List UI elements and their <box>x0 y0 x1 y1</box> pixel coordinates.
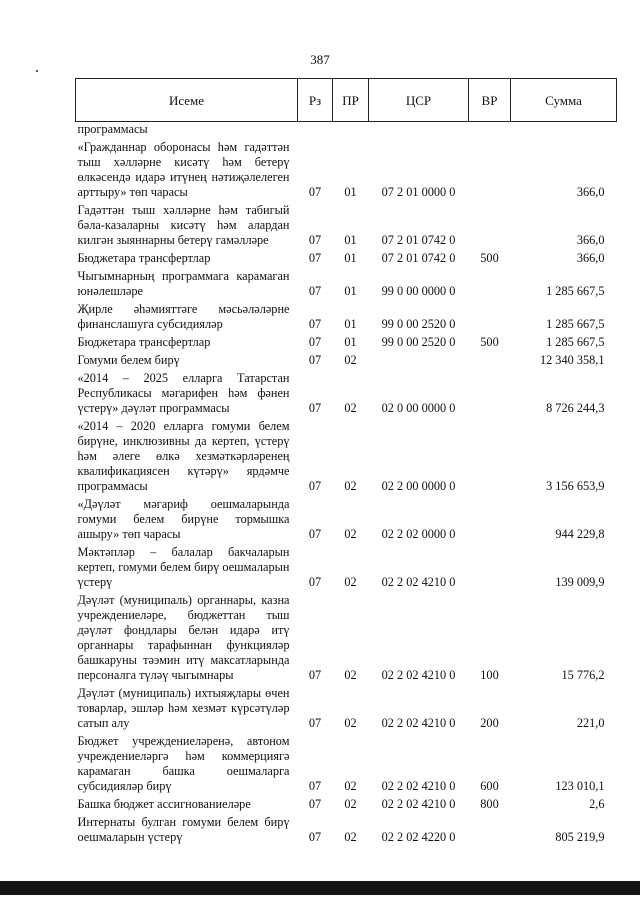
cell-rz: 07 <box>308 668 322 682</box>
header-name: Исеме <box>76 79 298 122</box>
cell-rz: 07 <box>308 335 322 349</box>
header-vr: ВР <box>469 79 511 122</box>
cell-name: Башка бюджет ассигнованиеләре <box>77 797 251 811</box>
scan-speck <box>36 70 38 72</box>
cell-name: Дәүләт (муниципаль) ихтыяҗлары өчен товарлар, эшләр һәм хезмәт күрсәтүләр сатып алу <box>77 686 290 730</box>
cell-sum: 366,0 <box>576 233 605 247</box>
cell-rz: 07 <box>308 716 322 730</box>
cell-vr <box>469 815 511 848</box>
cell-csr: 02 0 00 0000 0 <box>381 401 456 415</box>
header-sum: Сумма <box>511 79 617 122</box>
cell-name: Гадәттән тыш хәлләрне һәм табигый бәла-казаларны кисәтү һәм алардан килгән зыяннарны бетерү гамәлләре <box>77 203 290 247</box>
table-row <box>76 815 617 848</box>
cell-csr: 02 2 02 4220 0 <box>381 830 456 844</box>
header-pr: ПР <box>333 79 369 122</box>
cell-vr <box>469 545 511 593</box>
cell-pr: 02 <box>344 401 357 415</box>
table-row <box>76 353 617 371</box>
cell-sum: 1 285 667,5 <box>546 284 605 298</box>
table-row <box>76 140 617 203</box>
table-row <box>76 302 617 335</box>
cell-pr: 02 <box>344 779 357 793</box>
cell-sum: 1 285 667,5 <box>546 335 605 349</box>
table-row <box>76 497 617 545</box>
table-row <box>76 335 617 353</box>
table-row <box>76 686 617 734</box>
table-row <box>76 371 617 419</box>
cell-name: Бюджетара трансфертлар <box>77 251 211 265</box>
cell-name: Чыгымнарның программага карамаган юнәлешләре <box>77 269 290 298</box>
table-row <box>76 419 617 497</box>
cell-name: Җирле әһәмияттәге мәсьәләләрне финанслашуга субсидияләр <box>77 302 290 331</box>
cell-rz: 07 <box>308 401 322 415</box>
cell-pr <box>333 122 369 141</box>
cell-vr <box>469 269 511 302</box>
cell-name: Интернаты булган гомуми белем бирү оешмаларын үстерү <box>77 815 290 844</box>
cell-name: Бюджет учреждениеләренә, автоном учреждениеләргә һәм коммерциягә карамаган башка оешмаларга субсидияләр бирү <box>77 734 290 793</box>
cell-sum: 2,6 <box>589 797 605 811</box>
scan-bottom-bar <box>0 881 640 895</box>
cell-rz: 07 <box>308 830 322 844</box>
table-row <box>76 545 617 593</box>
cell-vr: 100 <box>480 668 499 682</box>
cell-sum: 3 156 653,9 <box>546 479 605 493</box>
cell-pr: 02 <box>344 479 357 493</box>
cell-sum: 8 726 244,3 <box>546 401 605 415</box>
cell-vr <box>469 497 511 545</box>
header-csr: ЦСР <box>369 79 469 122</box>
table-row <box>76 797 617 815</box>
cell-vr <box>469 371 511 419</box>
cell-pr: 01 <box>344 284 357 298</box>
cell-rz: 07 <box>308 185 322 199</box>
cell-sum: 15 776,2 <box>561 668 605 682</box>
cell-name: Бюджетара трансфертлар <box>77 335 211 349</box>
cell-vr <box>469 203 511 251</box>
cell-vr <box>469 419 511 497</box>
cell-name: программасы <box>77 122 148 136</box>
cell-csr: 07 2 01 0000 0 <box>381 185 456 199</box>
table-row <box>76 122 617 141</box>
cell-sum: 139 009,9 <box>555 575 605 589</box>
cell-sum: 1 285 667,5 <box>546 317 605 331</box>
cell-rz: 07 <box>308 317 322 331</box>
cell-rz: 07 <box>308 251 322 265</box>
budget-table <box>75 78 617 848</box>
cell-rz: 07 <box>308 527 322 541</box>
header-rz: Рз <box>298 79 333 122</box>
cell-sum: 123 010,1 <box>555 779 605 793</box>
cell-pr: 01 <box>344 317 357 331</box>
cell-pr: 02 <box>344 716 357 730</box>
table-body <box>76 122 617 849</box>
cell-name: Мәктәпләр – балалар бакчаларын кертеп, гомуми белем бирү оешмаларын үстерү <box>77 545 290 589</box>
table-row <box>76 203 617 251</box>
cell-rz: 07 <box>308 233 322 247</box>
cell-rz: 07 <box>308 479 322 493</box>
cell-csr: 02 2 02 4210 0 <box>381 668 456 682</box>
cell-sum: 221,0 <box>576 716 605 730</box>
cell-csr: 02 2 00 0000 0 <box>381 479 456 493</box>
cell-rz: 07 <box>308 575 322 589</box>
cell-name: «2014 – 2020 елларга гомуми белем бирүне, инклюзивны да кертеп, үстерү һәм әлеге өлкә хезмәткәрләренең квалификациясен күтәрү» ярдәмче программасы <box>77 419 290 493</box>
cell-csr: 99 0 00 2520 0 <box>381 335 456 349</box>
cell-csr: 99 0 00 2520 0 <box>381 317 456 331</box>
cell-rz <box>298 122 333 141</box>
cell-vr: 500 <box>480 335 499 349</box>
cell-vr <box>469 302 511 335</box>
cell-csr: 99 0 00 0000 0 <box>381 284 456 298</box>
cell-csr: 02 2 02 0000 0 <box>381 527 456 541</box>
cell-sum: 944 229,8 <box>555 527 605 541</box>
cell-sum: 805 219,9 <box>555 830 605 844</box>
cell-vr: 200 <box>480 716 499 730</box>
cell-pr: 01 <box>344 233 357 247</box>
cell-name: «2014 – 2025 елларга Татарстан Республикасы мәгарифен һәм фәнен үстерү» дәүләт программасы <box>77 371 290 415</box>
cell-csr: 07 2 01 0742 0 <box>381 251 456 265</box>
cell-rz: 07 <box>308 284 322 298</box>
cell-csr: 02 2 02 4210 0 <box>381 797 456 811</box>
cell-sum: 366,0 <box>576 185 605 199</box>
cell-rz: 07 <box>308 353 322 367</box>
cell-pr: 02 <box>344 353 357 367</box>
cell-sum: 366,0 <box>576 251 605 265</box>
cell-vr <box>469 353 511 371</box>
page-number: 387 <box>310 52 330 67</box>
cell-pr: 02 <box>344 830 357 844</box>
cell-name: «Дәүләт мәгариф оешмаларында гомуми белем бирүне тормышка ашыру» төп чарасы <box>77 497 290 541</box>
cell-pr: 01 <box>344 185 357 199</box>
cell-vr <box>469 140 511 203</box>
cell-pr: 02 <box>344 668 357 682</box>
cell-pr: 01 <box>344 251 357 265</box>
cell-csr: 07 2 01 0742 0 <box>381 233 456 247</box>
cell-sum <box>511 122 617 141</box>
table-row <box>76 269 617 302</box>
cell-name: Дәүләт (муниципаль) органнары, казна учреждениеләре, бюджеттан тыш дәүләт фондлары белән идарә итү органнары тарафыннан функцияләр башкаруны тәэмин итү максатларында персоналга түләү чыгымнары <box>77 593 290 682</box>
cell-rz: 07 <box>308 797 322 811</box>
table-header <box>76 79 617 122</box>
cell-pr: 02 <box>344 527 357 541</box>
cell-pr: 02 <box>344 797 357 811</box>
cell-vr: 500 <box>480 251 499 265</box>
cell-csr <box>369 353 469 371</box>
table-row <box>76 251 617 269</box>
cell-csr: 02 2 02 4210 0 <box>381 575 456 589</box>
cell-vr: 800 <box>480 797 499 811</box>
table-row <box>76 734 617 797</box>
cell-name: «Гражданнар оборонасы һәм гадәттән тыш хәлләрне кисәтү һәм бетерү өлкәсендә идарә итүнең нәтиҗәлелеген арттыру» төп чарасы <box>77 140 290 199</box>
header-row <box>76 79 617 122</box>
cell-sum: 12 340 358,1 <box>539 353 605 367</box>
cell-csr: 02 2 02 4210 0 <box>381 779 456 793</box>
cell-rz: 07 <box>308 779 322 793</box>
table-row <box>76 593 617 686</box>
cell-vr <box>469 122 511 141</box>
cell-pr: 01 <box>344 335 357 349</box>
cell-csr: 02 2 02 4210 0 <box>381 716 456 730</box>
cell-name: Гомуми белем бирү <box>77 353 180 367</box>
cell-pr: 02 <box>344 575 357 589</box>
cell-csr <box>369 122 469 141</box>
cell-vr: 600 <box>480 779 499 793</box>
